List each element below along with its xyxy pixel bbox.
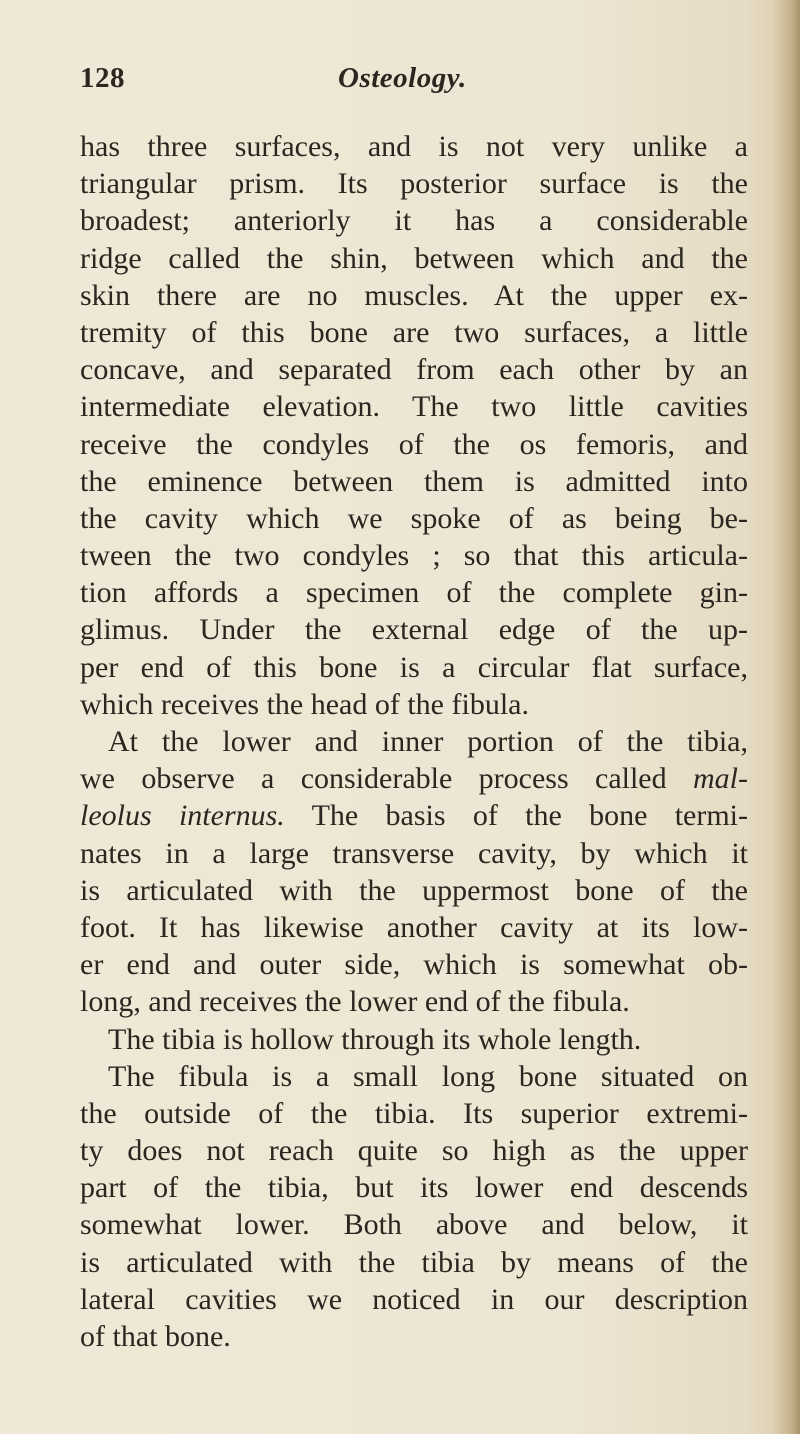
section-title: Osteology.: [338, 62, 467, 94]
text-line: per end of this bone is a circular flat surface,: [80, 650, 748, 684]
text-line: tion affords a specimen of the complete gin-: [80, 576, 748, 610]
text-line: the outside of the tibia. Its superior extremi-: [80, 1096, 748, 1130]
text-line: ty does not reach quite so high as the upper: [80, 1134, 748, 1168]
text-segment: The basis of the bone termi-: [284, 799, 749, 833]
text-segment: we observe a considerable process called: [80, 762, 693, 796]
text-line: The fibula is a small long bone situated on: [108, 1059, 748, 1093]
italic-term: mal-: [693, 762, 748, 796]
text-line: long, and receives the lower end of the fibula.: [80, 985, 630, 1019]
text-line: of that bone.: [80, 1320, 231, 1353]
text-line: triangular prism. Its posterior surface is the: [80, 167, 748, 201]
text-line: nates in a large transverse cavity, by which it: [80, 836, 748, 870]
text-line: er end and outer side, which is somewhat ob-: [80, 948, 748, 982]
text-line: is articulated with the tibia by means of the: [80, 1245, 748, 1279]
text-line: ridge called the shin, between which and the: [80, 241, 748, 275]
text-line: At the lower and inner portion of the tibia,: [108, 725, 748, 758]
text-line: has three surfaces, and is not very unlike a: [80, 130, 748, 163]
text-line: concave, and separated from each other by an: [80, 353, 748, 387]
text-line: intermediate elevation. The two little cavities: [80, 390, 748, 424]
text-line: tween the two condyles ; so that this articula-: [80, 539, 748, 573]
body-text: [80, 128, 748, 1355]
running-head: [80, 58, 740, 98]
page-number: 128: [80, 62, 125, 94]
text-line: somewhat lower. Both above and below, it: [80, 1208, 748, 1242]
text-line: the eminence between them is admitted into: [80, 464, 748, 498]
text-line: receive the condyles of the os femoris, and: [80, 427, 748, 461]
text-line: foot. It has likewise another cavity at its low-: [80, 910, 748, 944]
text-line-with-italic: [80, 760, 748, 797]
text-line: glimus. Under the external edge of the up-: [80, 613, 748, 647]
text-line: which receives the head of the fibula.: [80, 687, 529, 721]
text-line: lateral cavities we noticed in our description: [80, 1282, 748, 1316]
text-line: tremity of this bone are two surfaces, a little: [80, 315, 748, 349]
text-line: part of the tibia, but its lower end descends: [80, 1171, 748, 1205]
text-line: skin there are no muscles. At the upper ex-: [80, 278, 748, 312]
text-line: The tibia is hollow through its whole length.: [108, 1022, 642, 1056]
text-line: broadest; anteriorly it has a considerable: [80, 204, 748, 238]
text-line: is articulated with the uppermost bone of the: [80, 873, 748, 907]
page-edge-shadow: [772, 0, 800, 1434]
text-line-with-italic: [80, 797, 748, 834]
text-line: the cavity which we spoke of as being be-: [80, 501, 748, 535]
italic-term: leolus internus.: [80, 799, 285, 833]
